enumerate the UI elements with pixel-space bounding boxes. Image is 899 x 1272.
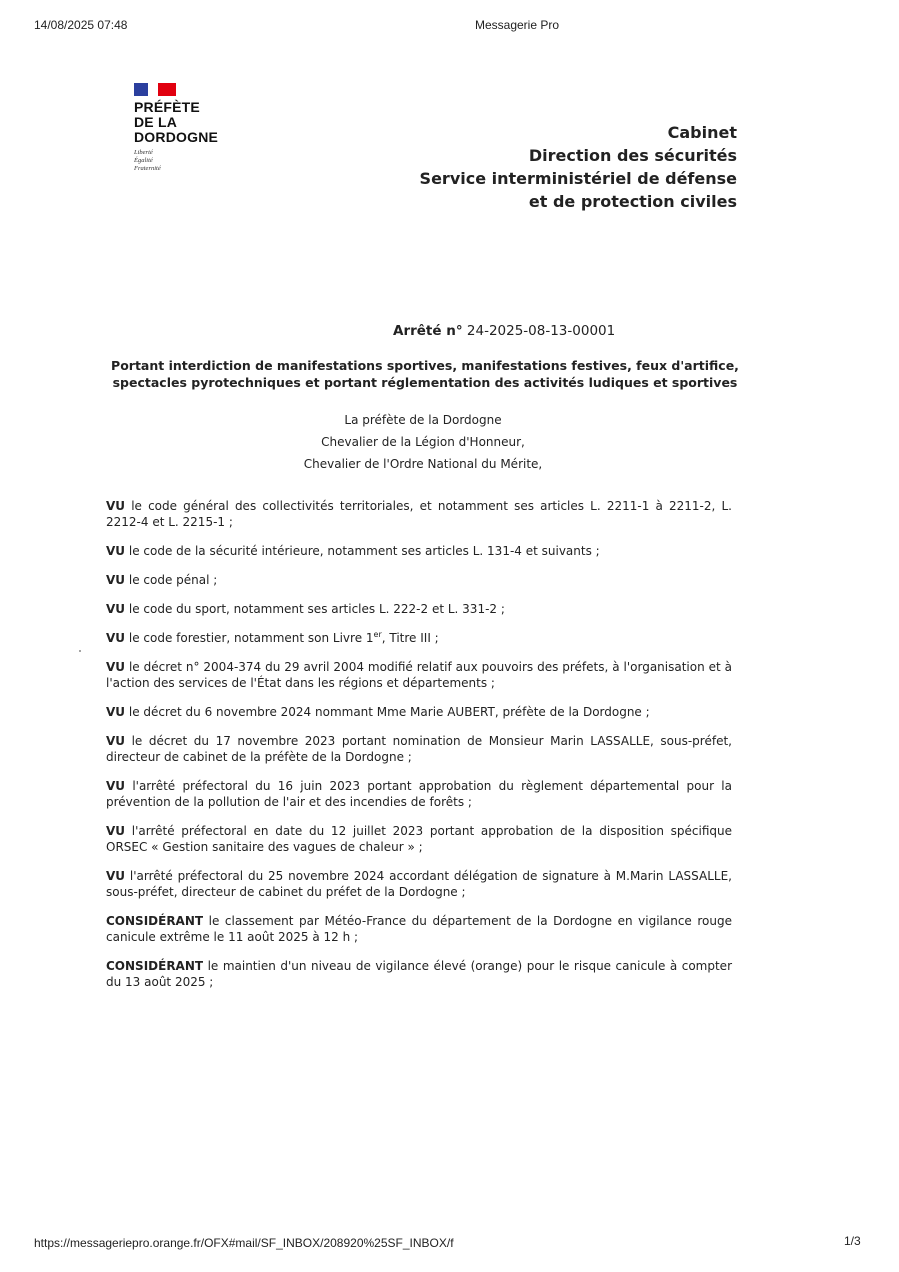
considerant-text: le classement par Météo-France du département de la Dordogne en vigilance rouge canicule extrême le 11 août 2025 à 12 h ; [106,914,732,944]
visa-text: l'arrêté préfectoral en date du 12 juillet 2023 portant approbation de la disposition spécifique ORSEC « Gestion sanitaire des vagues de chaleur » ; [106,824,732,854]
flag-red [158,83,176,96]
visa-keyword: VU [106,705,126,719]
marianne-flag-icon [134,83,176,96]
considerant-item [106,958,732,990]
print-header [0,14,899,34]
authority-line: Chevalier de l'Ordre National du Mérite, [303,457,543,471]
visa-text: le décret du 17 novembre 2023 portant nomination de Monsieur Marin LASSALLE, sous-préfet, directeur de cabinet de la préfète de la Dordogne ; [106,734,732,764]
visa-text: l'arrêté préfectoral du 16 juin 2023 portant approbation du règlement départemental pour la prévention de la pollution de l'air et des incendies de forêts ; [106,779,732,809]
authority-block [0,409,846,475]
considerant-keyword: CONSIDÉRANT [106,914,204,928]
logo-motto [134,149,244,173]
logo-line: DORDOGNE [134,129,219,145]
visa-superscript: er [373,630,382,639]
service-line: et de protection civiles [528,192,737,211]
visa-item [106,630,732,646]
flag-blue [134,83,148,96]
visa-item [106,572,732,588]
visa-item [106,868,732,900]
visa-item [106,601,732,617]
visa-keyword: VU [106,734,126,748]
arrete-label: Arrêté n° [393,323,463,339]
issuing-service [420,121,737,213]
visa-item [106,778,732,810]
visa-item [106,659,732,691]
flag-white [148,83,158,96]
print-page-number: 1/3 [844,1234,861,1248]
visa-keyword: VU [106,573,126,587]
visa-item [106,704,732,720]
visa-item [106,733,732,765]
print-url: https://messageriepro.orange.fr/OFX#mail/SF_INBOX/208920%25SF_INBOX/f [34,1236,454,1250]
arrete-subject [110,357,740,391]
arrete-value: 24-2025-08-13-00001 [466,323,616,339]
visa-keyword: VU [106,824,126,838]
visa-text: le code général des collectivités territoriales, et notamment ses articles L. 2211-1 à 2211-2, L. 2212-4 et L. 2215-1 ; [106,499,732,529]
authority-line: La préfète de la Dordogne [344,413,502,427]
visa-text: le code forestier, notamment son Livre 1 [128,631,374,645]
visa-keyword: VU [106,499,126,513]
service-line: Cabinet [667,123,737,142]
visas-list [106,498,732,1003]
motto-line: Liberté [134,149,153,156]
subject-line: Portant interdiction de manifestations sportives, manifestations festives, feux d'artifice, [111,358,739,373]
motto-line: Fraternité [134,165,161,172]
visa-item [106,823,732,855]
motto-line: Égalité [134,157,153,164]
subject-line: spectacles pyrotechniques et portant réglementation des activités ludiques et sportives [112,375,738,390]
visa-text: le décret n° 2004-374 du 29 avril 2004 modifié relatif aux pouvoirs des préfets, à l'organisation et à l'action des services de l'État dans les régions et départements ; [106,660,732,690]
prefecture-logo [134,83,244,173]
visa-keyword: VU [106,544,126,558]
visa-text-after: , Titre III ; [381,631,439,645]
considerant-text: le maintien d'un niveau de vigilance élevé (orange) pour le risque canicule à compter du 13 août 2025 ; [106,959,732,989]
print-datetime: 14/08/2025 07:48 [34,18,128,32]
visa-item [106,498,732,530]
logo-line: PRÉFÈTE [134,99,200,115]
authority-line: Chevalier de la Légion d'Honneur, [321,435,525,449]
visa-keyword: VU [106,602,126,616]
arrete-number [393,323,615,339]
service-line: Direction des sécurités [528,146,737,165]
print-app-title: Messagerie Pro [474,18,560,32]
visa-text: le décret du 6 novembre 2024 nommant Mme Marie AUBERT, préfète de la Dordogne ; [128,705,650,719]
visa-text: le code de la sécurité intérieure, notamment ses articles L. 131-4 et suivants ; [128,544,600,558]
logo-line: DE LA [134,114,177,130]
visa-text: l'arrêté préfectoral du 25 novembre 2024 accordant délégation de signature à M.Marin LASSALLE, sous-préfet, directeur de cabinet du préfet de la Dordogne ; [106,869,732,899]
print-footer [0,1234,899,1254]
visa-keyword: VU [106,631,126,645]
visa-text: le code pénal ; [128,573,218,587]
visa-keyword: VU [106,660,126,674]
logo-name [134,100,244,145]
visa-keyword: VU [106,869,126,883]
service-line: Service interministériel de défense [419,169,737,188]
considerant-keyword: CONSIDÉRANT [106,959,204,973]
scan-speck [79,650,81,652]
visa-keyword: VU [106,779,126,793]
considerant-item [106,913,732,945]
visa-item [106,543,732,559]
visa-text: le code du sport, notamment ses articles L. 222-2 et L. 331-2 ; [128,602,505,616]
